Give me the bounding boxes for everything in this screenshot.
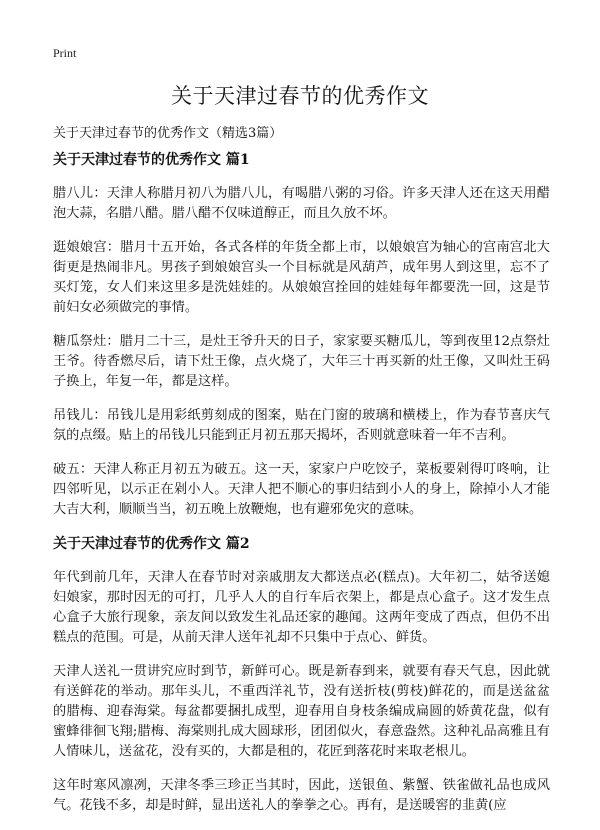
paragraph: 糖瓜祭灶：腊月二十三，是灶王爷升天的日子，家家要买糖瓜儿，等到夜里12点祭灶王爷。待香燃尽后，请下灶王像，点火烧了，大年三十再买新的灶王像，又叫灶王码子换上，年复一年，都是这样。: [53, 334, 550, 389]
paragraph: 腊八儿：天津人称腊月初八为腊八儿，有喝腊八粥的习俗。许多天津人还在这天用醋泡大蒜，名腊八醋。腊八醋不仅味道醇正，而且久放不坏。: [53, 186, 550, 221]
section-1: [53, 150, 550, 520]
paragraph: 这年时寒风凛冽，天津冬季三珍正当其时，因此，送银鱼、紫蟹、铁雀做礼品也成风气。花钱不多，却是时鲜，显出送礼人的拳拳之心。再有，是送暖窖的韭黄(应: [53, 778, 550, 813]
section-2: [53, 534, 550, 816]
paragraph: 破五：天津人称正月初五为破五。这一天，家家户户吃饺子，菜板要剁得叮咚响，让四邻听见，以示正在剁小人。天津人把不顺心的事归结到小人的身上，除掉小人才能大吉大利，顺顺当当，初五晚上放鞭炮，也有避邪免灾的意味。: [53, 462, 550, 517]
paragraph: 逛娘娘宫：腊月十五开始，各式各样的年货全都上市，以娘娘宫为轴心的宫南宫北大街更是热闹非凡。男孩子到娘娘宫头一个目标就是风葫芦，成年男人到这里，忘不了买灯笼，女人们来这里多是洗娃娃的。从娘娘宫拴回的娃娃每年都要洗一回，这是节前妇女必须做完的事情。: [53, 240, 550, 315]
paragraph: 吊钱儿：吊钱儿是用彩纸剪刻成的图案，贴在门窗的玻璃和横楼上，作为春节喜庆气氛的点缀。贴上的吊钱儿只能到正月初五那天揭坏，否则就意味着一年不吉利。: [53, 408, 550, 443]
paragraph: 年代到前几年，天津人在春节时对亲戚朋友大都送点必(糕点)。大年初二，姑爷送媳妇娘家，那时因无的可打，几乎人人的自行车后衣架上，都是点心盒子。这才发生点心盒子大旅行现象，亲友间以致发生礼品还家的趣闻。这两年变成了西点，但仍不出糕点的范围。可是，从前天津人送年礼却不只集中于点心、鲜货。: [53, 570, 550, 645]
article-body: [53, 150, 550, 830]
paragraph: 天津人送礼一贯讲究应时到节，新鲜可心。既是新春到来，就要有春天气息，因此就有送鲜花的举动。那年头儿，不重西洋礼节，没有送折枝(剪枝)鲜花的，而是送盆盆的腊梅、迎春海棠。每盆都要捆扎成型，迎春用自身枝条编成扁圆的娇黄花盘，似有蜜蜂徘徊飞翔;腊梅、海棠则扎成大圆球形，团团似火，春意盎然。这种礼品高雅且有人情味儿，送盆花，没有买的，大都是租的，花匠到落花时来取老根儿。: [53, 664, 550, 759]
section-heading: 关于天津过春节的优秀作文 篇2: [53, 536, 250, 552]
page-title: 关于天津过春节的优秀作文: [171, 84, 429, 108]
print-link[interactable]: Print: [53, 46, 77, 60]
document-subtitle: 关于天津过春节的优秀作文（精选3篇）: [53, 126, 283, 141]
section-heading: 关于天津过春节的优秀作文 篇1: [53, 152, 250, 168]
